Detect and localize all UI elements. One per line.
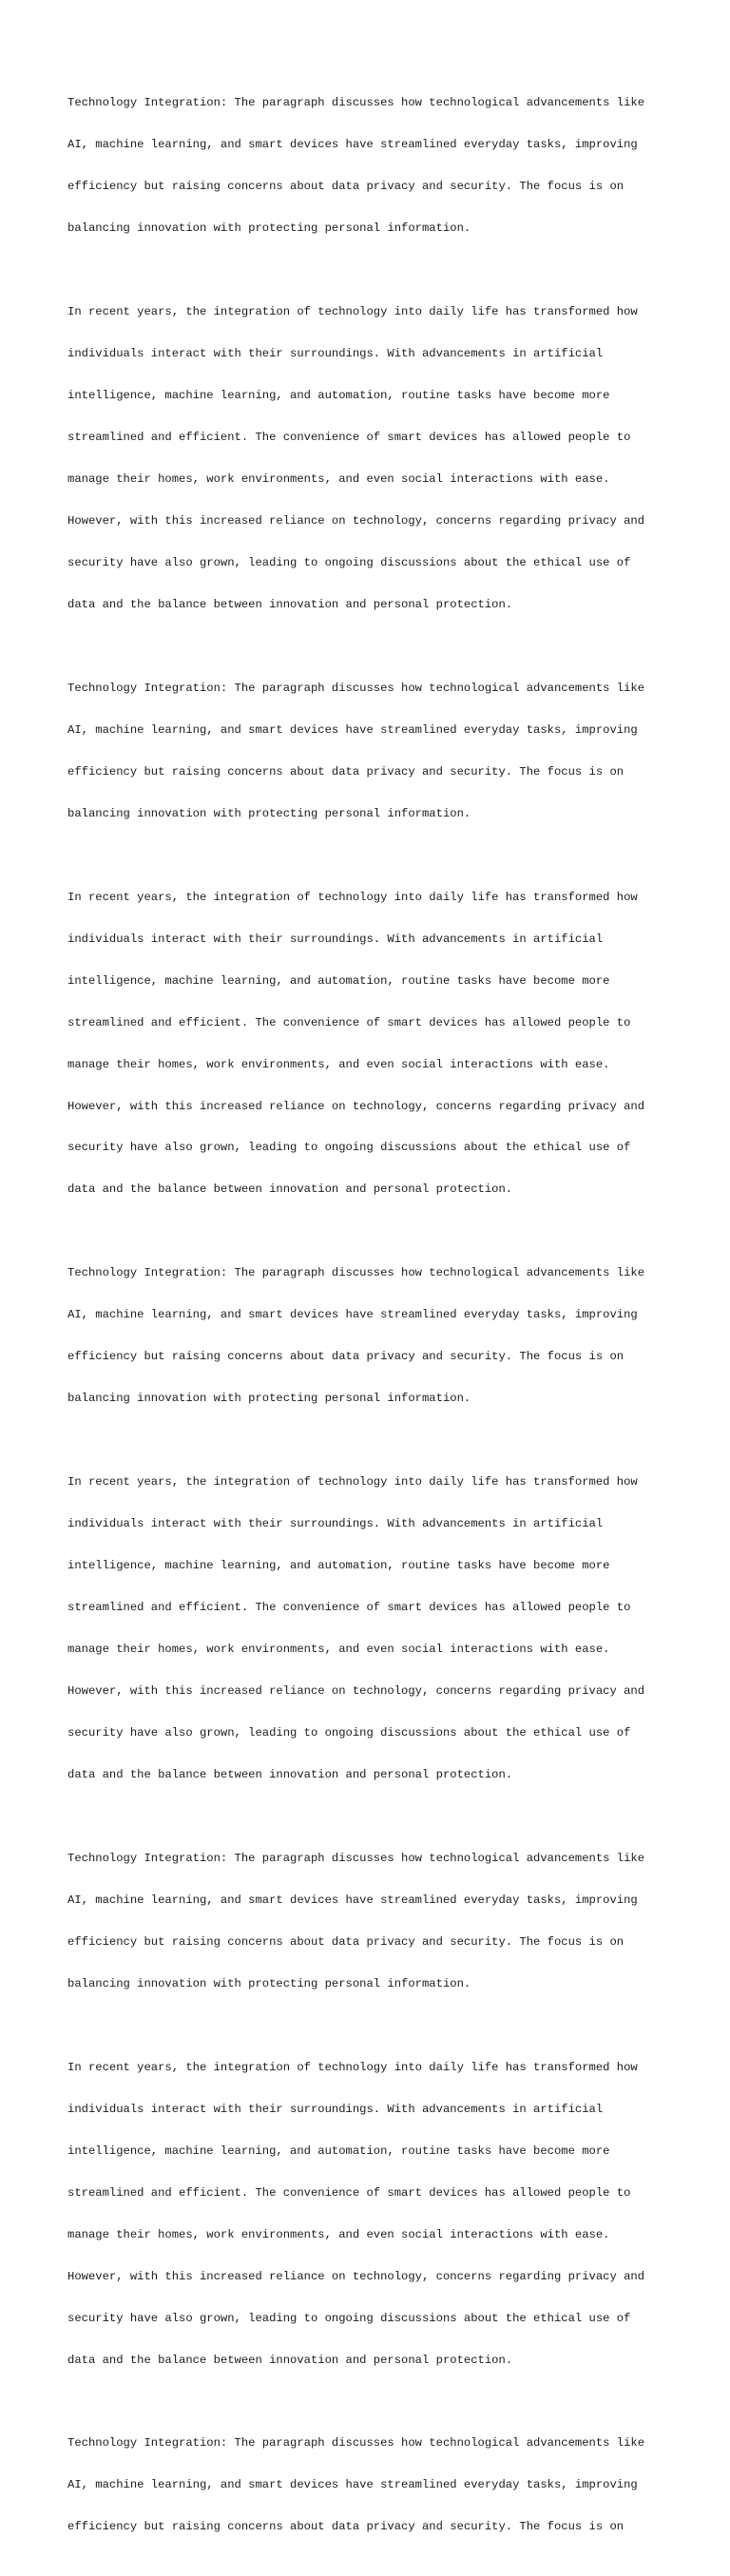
text-line: streamlined and efficient. The convenience of smart devices has allowed people to (67, 431, 631, 445)
text-line: Technology Integration: The paragraph discusses how technological advancements like (67, 1851, 645, 1865)
text-line: security have also grown, leading to ongoing discussions about the ethical use of (67, 555, 631, 569)
text-line: intelligence, machine learning, and automation, routine tasks have become more (67, 389, 610, 403)
text-line: balancing innovation with protecting personal information. (67, 1976, 471, 1990)
text-line: In recent years, the integration of technology into daily life has transformed how (67, 890, 638, 904)
text-line: efficiency but raising concerns about data privacy and security. The focus is on (67, 1350, 624, 1364)
text-line: individuals interact with their surroundings. With advancements in artificial (67, 932, 604, 946)
document-page (67, 68, 676, 2576)
text-line: data and the balance between innovation and personal protection. (67, 597, 513, 611)
text-line: intelligence, machine learning, and automation, routine tasks have become more (67, 1559, 610, 1573)
paragraph-summary (67, 2409, 676, 2562)
text-line: manage their homes, work environments, and even social interactions with ease. (67, 472, 610, 487)
text-line: However, with this increased reliance on technology, concerns regarding privacy and (67, 513, 645, 528)
text-line: efficiency but raising concerns about data privacy and security. The focus is on (67, 180, 624, 194)
text-line: Technology Integration: The paragraph discusses how technological advancements like (67, 1266, 645, 1280)
text-line: streamlined and efficient. The convenience of smart devices has allowed people to (67, 1015, 631, 1029)
text-line: data and the balance between innovation and personal protection. (67, 1182, 513, 1197)
paragraph-summary (67, 654, 676, 849)
text-line: In recent years, the integration of technology into daily life has transformed how (67, 2060, 638, 2074)
text-line: data and the balance between innovation and personal protection. (67, 2353, 513, 2367)
text-line: manage their homes, work environments, and even social interactions with ease. (67, 1057, 610, 1071)
text-line: However, with this increased reliance on technology, concerns regarding privacy and (67, 1684, 645, 1699)
text-line: balancing innovation with protecting personal information. (67, 1392, 471, 1406)
text-line: Technology Integration: The paragraph discusses how technological advancements like (67, 96, 645, 110)
text-line: intelligence, machine learning, and automation, routine tasks have become more (67, 2143, 610, 2158)
text-line: manage their homes, work environments, and even social interactions with ease. (67, 1643, 610, 1657)
text-line: AI, machine learning, and smart devices have streamlined everyday tasks, improving (67, 1308, 638, 1322)
paragraph-body (67, 278, 676, 640)
paragraph-summary (67, 1239, 676, 1433)
text-line: Technology Integration: The paragraph discusses how technological advancements like (67, 2436, 645, 2451)
text-line: data and the balance between innovation and personal protection. (67, 1767, 513, 1781)
text-line: In recent years, the integration of technology into daily life has transformed how (67, 1475, 638, 1490)
text-line: AI, machine learning, and smart devices have streamlined everyday tasks, improving (67, 138, 638, 152)
text-line: efficiency but raising concerns about data privacy and security. The focus is on (67, 1934, 624, 1949)
text-line: individuals interact with their surroundings. With advancements in artificial (67, 347, 604, 361)
paragraph-body (67, 1448, 676, 1810)
text-line: streamlined and efficient. The convenience of smart devices has allowed people to (67, 2185, 631, 2200)
text-line: balancing innovation with protecting personal information. (67, 806, 471, 820)
text-line: balancing innovation with protecting personal information. (67, 221, 471, 236)
text-line: However, with this increased reliance on technology, concerns regarding privacy and (67, 1099, 645, 1113)
paragraph-body (67, 2032, 676, 2394)
text-line: security have also grown, leading to ongoing discussions about the ethical use of (67, 2311, 631, 2325)
text-line: individuals interact with their surroundings. With advancements in artificial (67, 1517, 604, 1531)
text-line: efficiency but raising concerns about data privacy and security. The focus is on (67, 2520, 624, 2534)
text-line: efficiency but raising concerns about data privacy and security. The focus is on (67, 764, 624, 779)
paragraph-summary (67, 1824, 676, 2019)
paragraph-summary (67, 68, 676, 263)
text-line: individuals interact with their surroundings. With advancements in artificial (67, 2102, 604, 2116)
text-line: security have also grown, leading to ongoing discussions about the ethical use of (67, 1141, 631, 1155)
text-line: However, with this increased reliance on technology, concerns regarding privacy and (67, 2269, 645, 2283)
text-line: AI, machine learning, and smart devices have streamlined everyday tasks, improving (67, 1893, 638, 1907)
text-line: Technology Integration: The paragraph discusses how technological advancements like (67, 681, 645, 695)
text-line: In recent years, the integration of technology into daily life has transformed how (67, 305, 638, 319)
text-line: AI, machine learning, and smart devices have streamlined everyday tasks, improving (67, 2478, 638, 2492)
text-line: streamlined and efficient. The convenience of smart devices has allowed people to (67, 1601, 631, 1615)
paragraph-body (67, 862, 676, 1224)
text-line: security have also grown, leading to ongoing discussions about the ethical use of (67, 1726, 631, 1740)
text-line: intelligence, machine learning, and automation, routine tasks have become more (67, 973, 610, 988)
text-line: manage their homes, work environments, and even social interactions with ease. (67, 2227, 610, 2241)
text-line: AI, machine learning, and smart devices have streamlined everyday tasks, improving (67, 722, 638, 737)
